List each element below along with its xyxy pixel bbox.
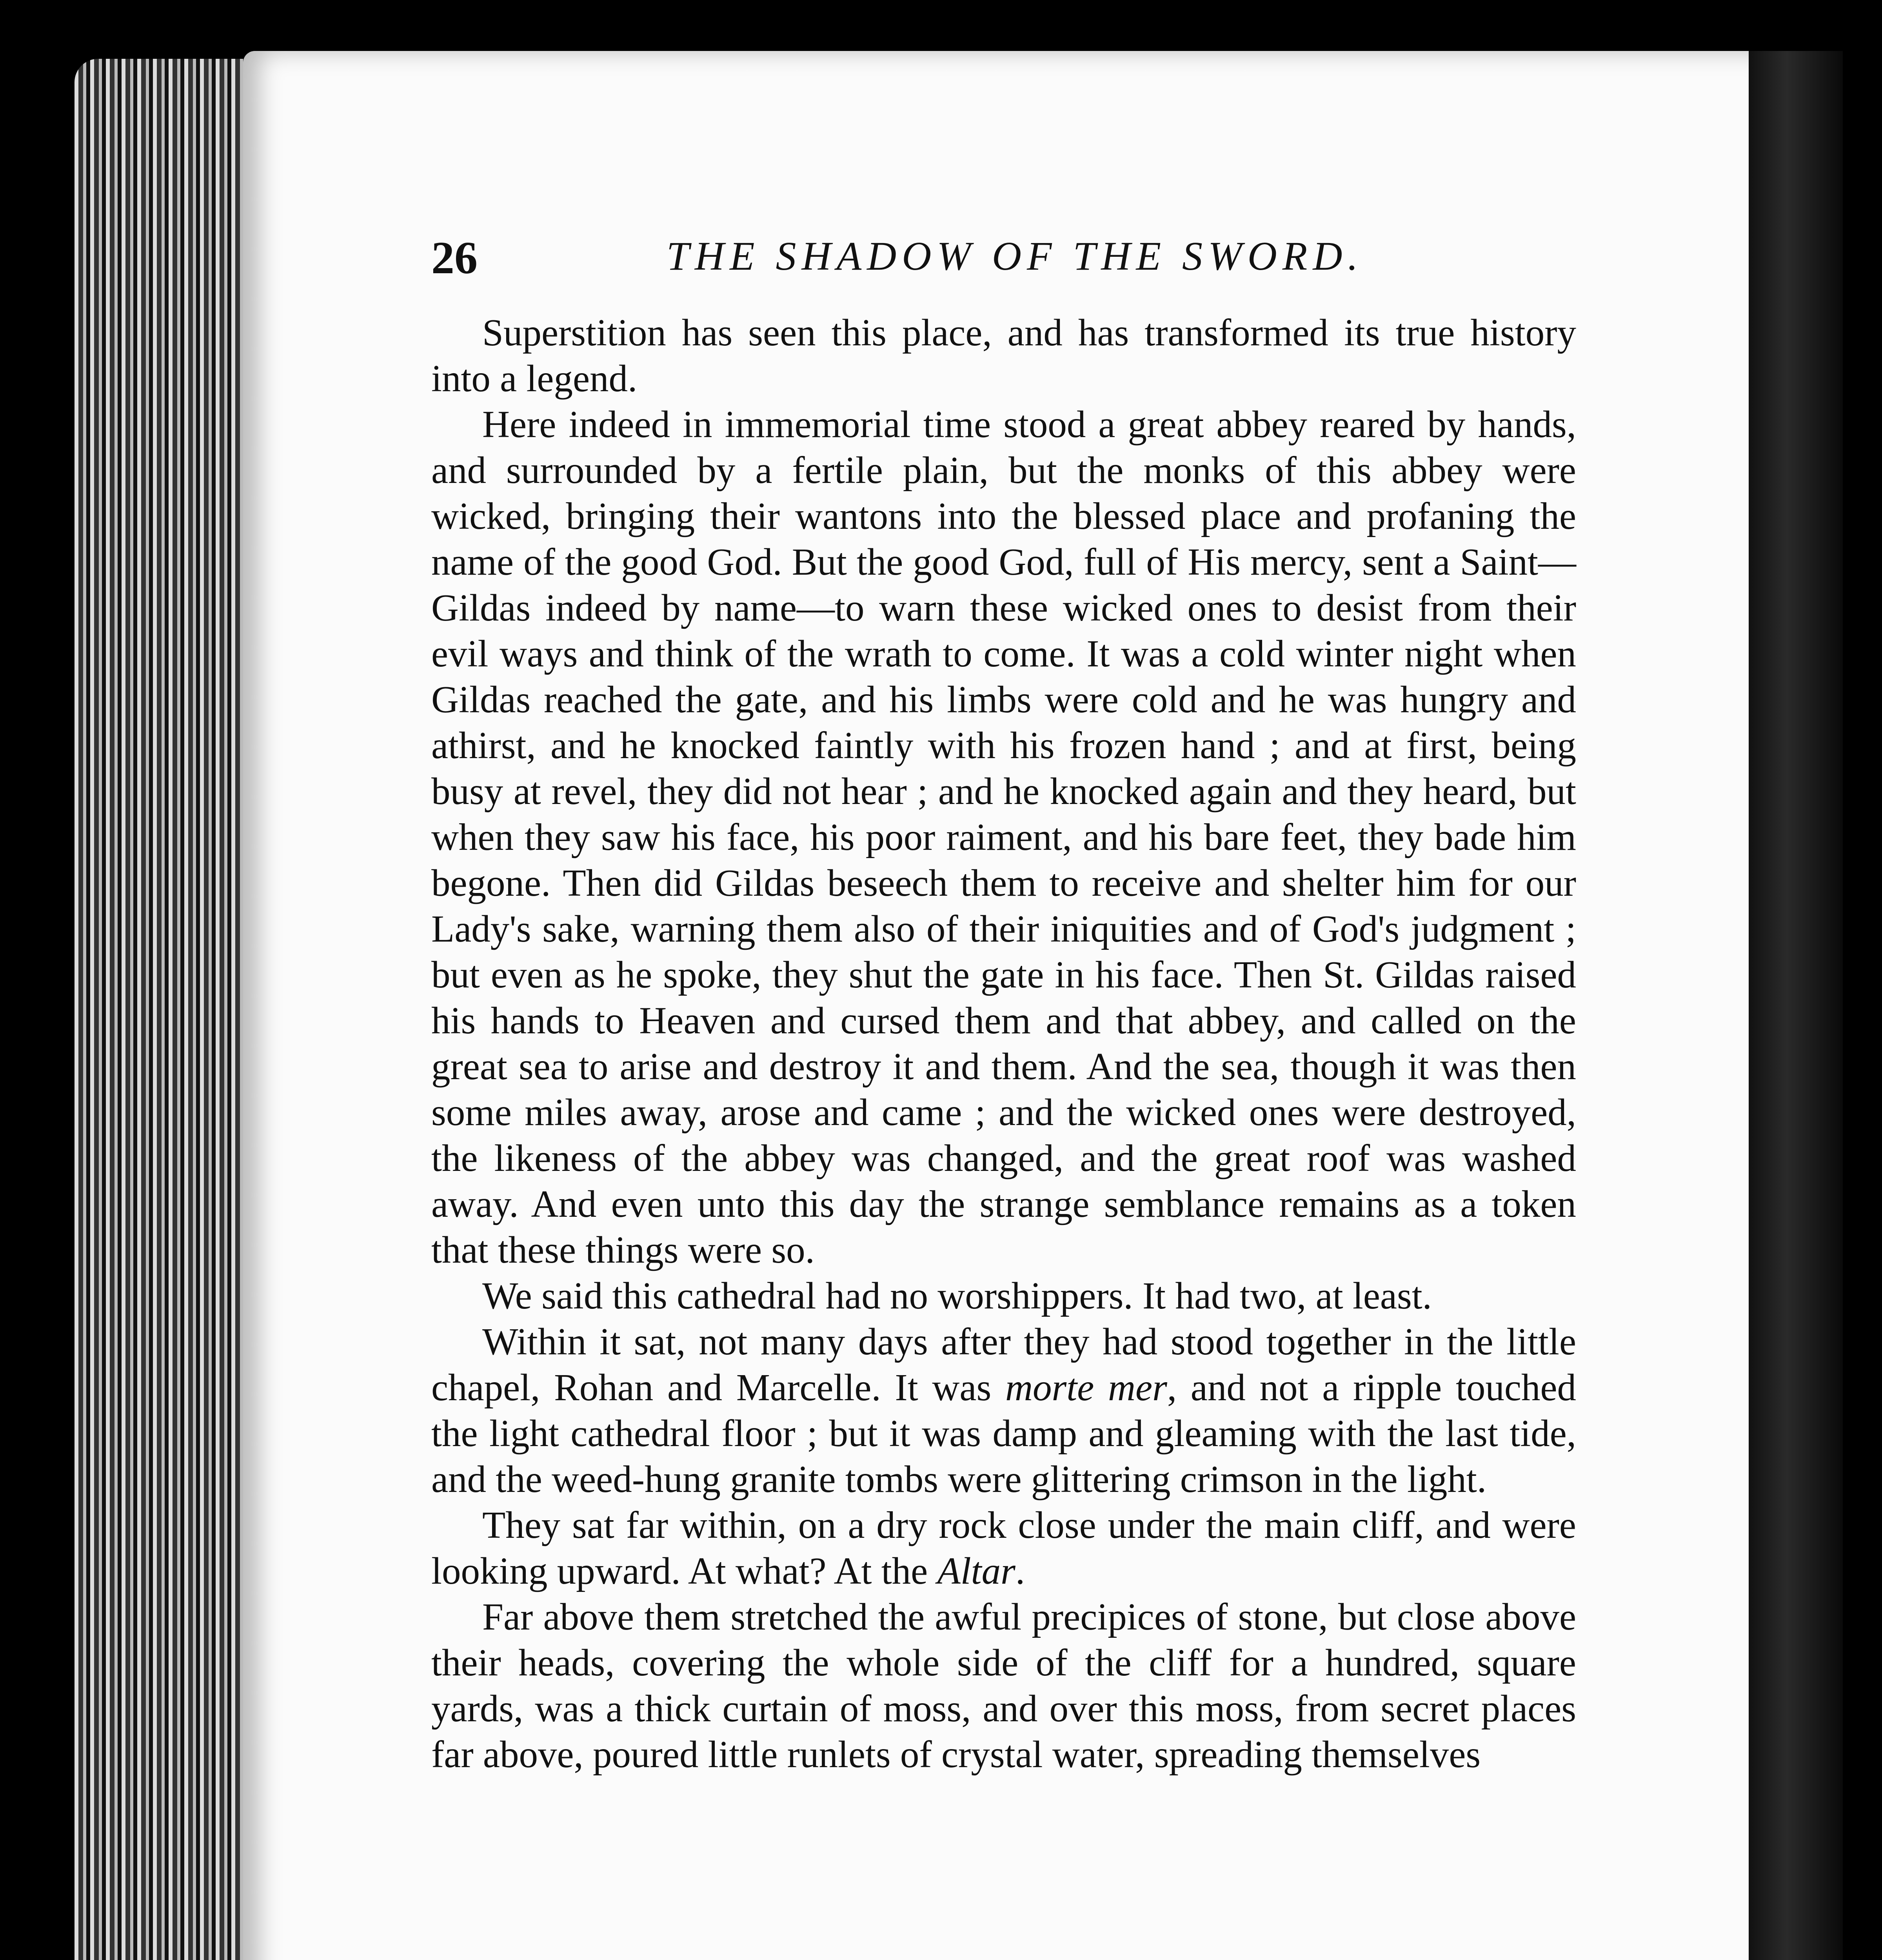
paragraph-4 <box>431 1319 1576 1502</box>
paragraph-4-text: Within it sat, not many days after they had stood together in the little chapel, Rohan and Marcelle. It was <box>431 1321 1576 1408</box>
paragraph-5-text: They sat far within, on a dry rock close under the main cliff, and were looking upward. At what? At the <box>431 1504 1576 1592</box>
body-text <box>431 310 1576 1777</box>
paragraph-1: Superstition has seen this place, and has transformed its true history into a legend. <box>431 312 1576 399</box>
paragraph-5 <box>431 1502 1576 1594</box>
paragraph-3: We said this cathedral had no worshippers. It had two, at least. <box>482 1275 1432 1317</box>
paragraph-5-italic: Altar <box>937 1550 1015 1592</box>
page-number: 26 <box>431 232 478 283</box>
page-edges <box>74 59 251 1960</box>
book-binding <box>1749 51 1843 1960</box>
paragraph-5-text-end: . <box>1015 1550 1025 1592</box>
paragraph-2: Here indeed in immemorial time stood a great abbey reared by hands, and surrounded by a fertile plain, but the monks of this abbey were wicked, bringing their wantons into the blessed place and profaning the name of the good God. But the good God, full of His mercy, sent a Saint—Gildas indeed by name—to warn these wicked ones to desist from their evil ways and think of the wrath to come. It was a cold winter night when Gildas reached the gate, and his limbs were cold and he was hungry and athirst, and he knocked faintly with his frozen hand ; and at first, being busy at revel, they did not hear ; and he knocked again and they heard, but when they saw his face, his poor raiment, and his bare feet, they bade him begone. Then did Gildas beseech them to receive and shelter him for our Lady's sake, warning them also of their iniquities and of God's judgment ; but even as he spoke, they shut the gate in his face. Then St. Gildas raised his hands to Heaven and cursed them and that abbey, and called on the great sea to arise and destroy it and them. And the sea, though it was then some miles away, arose and came ; and the wicked ones were destroyed, the likeness of the abbey was changed, and the great roof was washed away. And even unto this day the strange semblance remains as a token that these things were so. <box>431 403 1576 1271</box>
paragraph-4-italic: morte mer <box>1005 1367 1167 1408</box>
paragraph-6: Far above them stretched the awful precipices of stone, but close above their heads, covering the whole side of the cliff for a hundred, square yards, was a thick curtain of moss, and over this moss, from secret places far above, poured little runlets of crystal water, spreading themselves <box>431 1596 1576 1775</box>
running-head <box>431 231 1588 286</box>
paragraph-4-text-end: , and not a ripple touched the light cathedral floor ; but it was damp and gleaming with the last tide, and the weed-hung granite tombs were glittering crimson in the light. <box>431 1367 1576 1500</box>
book-title: THE SHADOW OF THE SWORD. <box>667 234 1364 279</box>
